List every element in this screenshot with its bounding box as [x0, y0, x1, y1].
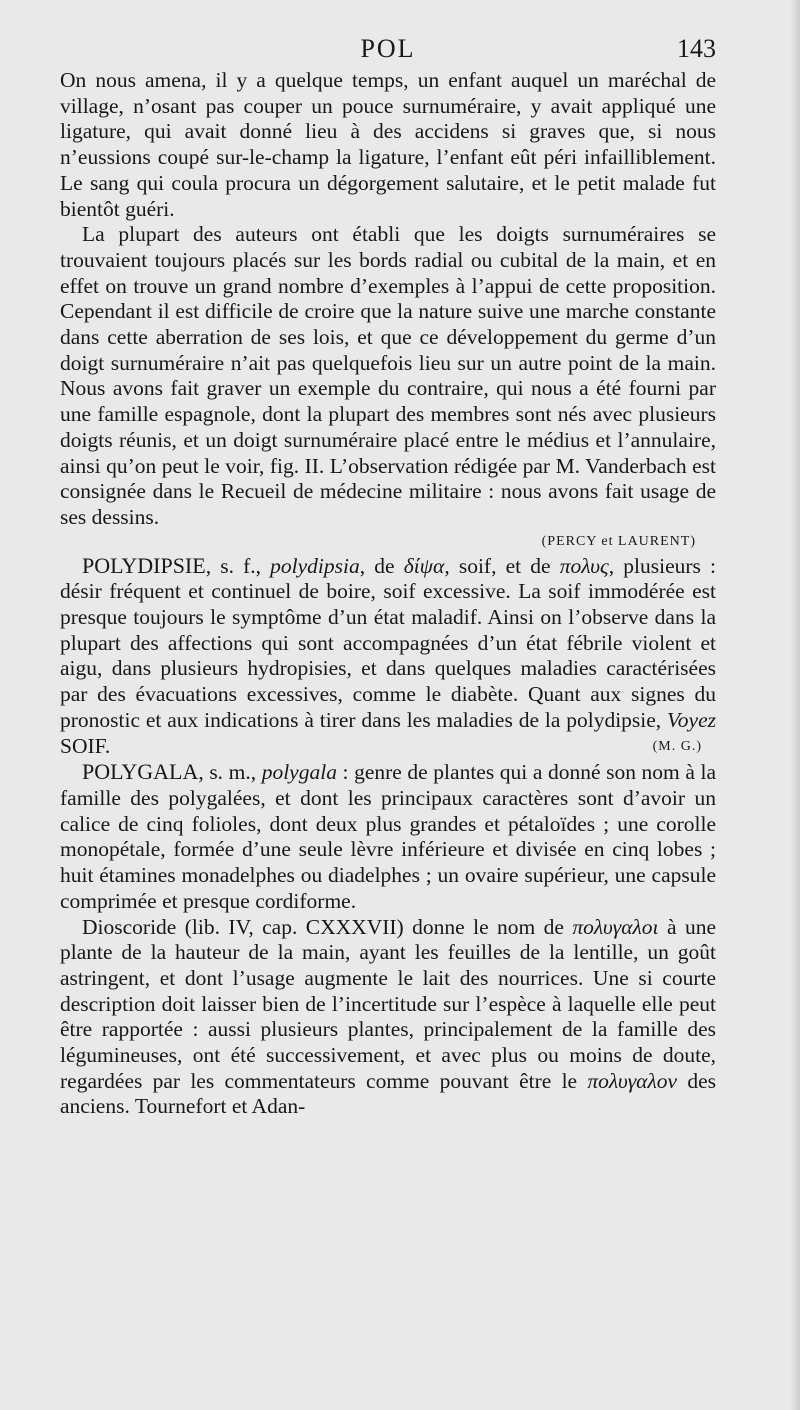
grammar-polygala: , s. m., — [198, 760, 262, 785]
greek-polus: πολυς — [559, 553, 609, 578]
entry-polygala — [60, 759, 716, 914]
polydipsie-definition: , plusieurs : désir fréquent et continuel de boire, soif excessive. La soif immodérée est presque toujours le symptôme d’un état maladif. Ainsi on l’observe dans la plupart des affections qui sont accompagnées d’un état fébrile violent et aigu, dans plusieurs hydropisies, et dans quelques maladies caractérisées par des évacuations excessives, comme le diabète. Quant aux signes du pronostic et aux indications à tirer dans les maladies de la polydipsie, — [60, 553, 717, 732]
paragraph-ligature: On nous amena, il y a quelque temps, un enfant auquel un maréchal de village, n’osant pas couper un pouce surnuméraire, y avait appliqué une ligature, qui avait donné lieu à des accidens si graves que, si nous n’eussions coupé sur-le-champ la ligature, l’enfant eût péri infailliblement. Le sang qui coula procura un dégorgement salutaire, et le petit malade fut bientôt guéri. — [60, 68, 716, 221]
latin-polygala: polygala — [261, 760, 337, 785]
page-content — [60, 34, 716, 1120]
polygala-definition: : genre de plantes qui a donné son nom à la famille des polygalées, et dont les principaux caractères sont d’avoir un calice de cinq folioles, dont deux plus grandes et pétaloïdes ; une corolle monopétale, formée d’une seule lèvre inférieure et divisée en cinq lobes ; huit étamines monadelphes ou diadelphes ; un ovaire supérieur, une capsule comprimée et presque cordiforme. — [60, 760, 716, 913]
dioscoride-text-1: Dioscoride (lib. IV, cap. CXXXVII) donne le nom de — [82, 914, 573, 939]
headword-polygala: POLYGALA — [82, 759, 199, 785]
paragraph-doigts-surnumeraires: La plupart des auteurs ont établi que les doigts surnuméraires se trouvaient toujours placés sur les bords radial ou cubital de la main, et en effet on trouve un grand nombre d’exemples à l’appui de cette proposition. Cependant il est difficile de croire que la nature suive une marche constante dans cette aberration de ses lois, et que ce développement du germe d’un doigt surnuméraire n’ait pas quelquefois lieu sur un autre point de la main. Nous avons fait graver un exemple du contraire, qui nous a été fourni par une famille espagnole, dont la plupart des membres sont nés avec plusieurs doigts réunis, et un doigt surnuméraire placé entre le médius et l’annulaire, ainsi qu’on peut le voir, fig. II. L’observation rédigée par M. Vanderbach est consignée dans le Recueil de médecine militaire : nous avons fait usage de ses dessins. — [60, 222, 716, 529]
soif-crossref[interactable]: SOIF. — [60, 733, 111, 758]
dioscoride-text-3: des anciens. Tournefort et Adan- — [60, 1068, 716, 1119]
headword-polydipsie: POLYDIPSIE — [82, 552, 206, 578]
paragraph-dioscoride — [60, 915, 716, 1121]
de-text: , de — [359, 553, 404, 578]
page-edge-shadow — [790, 0, 800, 1410]
running-head-title: POL — [360, 34, 416, 63]
latin-polydipsia: polydipsia — [270, 553, 360, 578]
body-text — [60, 68, 716, 1120]
greek-polygaloi: πολυγαλοι — [572, 914, 659, 939]
soif-et-de: , soif, et de — [444, 553, 560, 578]
entry-polydipsie — [60, 553, 716, 760]
voyez-link[interactable]: Voyez — [667, 707, 716, 732]
signature-percy-laurent: (PERCY et LAURENT) — [541, 533, 696, 549]
greek-dipsa: δίψα — [403, 553, 445, 578]
grammar-polydipsie: , s. f., — [205, 553, 271, 578]
page-number: 143 — [677, 34, 716, 63]
signature-mg: (M. G.) — [652, 738, 702, 754]
greek-polygalon: πολυγαλον — [587, 1068, 678, 1093]
running-head — [60, 34, 716, 68]
dioscoride-text-2: à une plante de la hauteur de la main, ayant les feuilles de la lentille, un goût astringent, et dont l’usage augmente le lait des nourrices. Une si courte description doit laisser bien de l’incertitude sur l’espèce à laquelle elle peut être rapportée : aussi plusieurs plantes, principalement de la famille des légumineuses, ont été successivement, et avec plus ou moins de doute, regardées par les commentateurs comme pouvant être le — [60, 914, 716, 1093]
